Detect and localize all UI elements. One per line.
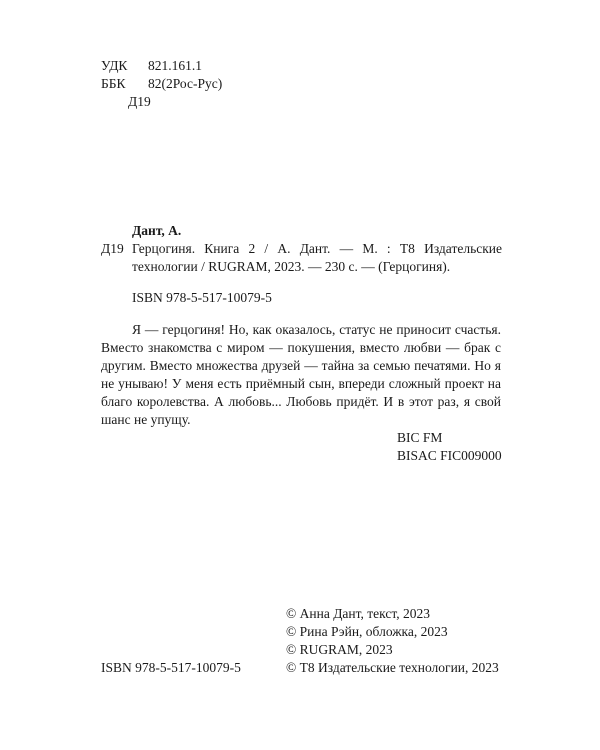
copyright-line: © Т8 Издательские технологии, 2023 (286, 660, 499, 675)
bbk-label: ББК (101, 76, 126, 91)
copyright-line: © RUGRAM, 2023 (286, 642, 393, 657)
udk-value: 821.161.1 (148, 58, 202, 73)
copyright-line: © Рина Рэйн, обложка, 2023 (286, 624, 448, 639)
isbn-footer: ISBN 978-5-517-10079-5 (101, 660, 241, 675)
copyright-list (286, 605, 499, 677)
isbn-record: ISBN 978-5-517-10079-5 (132, 290, 272, 305)
author-heading: Дант, А. (132, 223, 182, 238)
copyright-line: © Анна Дант, текст, 2023 (286, 606, 430, 621)
udk-label: УДК (101, 58, 128, 73)
bibliographic-description: Герцогиня. Книга 2 / А. Дант. — М. : Т8 Издательские технологии / RUGRAM, 2023. — 230 с. — (Герцогиня). (132, 241, 502, 274)
bbk-value: 82(2Рос-Рус) (148, 76, 223, 91)
bic-code: BIC FM (397, 430, 443, 445)
author-mark: Д19 (101, 241, 124, 256)
author-mark-top: Д19 (128, 94, 151, 109)
annotation-text: Я — герцогиня! Но, как оказалось, статус не приносит счастья. Вместо знакомства с миром — покушения, вместо любви — брак с другим. Вместо множества друзей — тайна за семью печатями. Но я не унываю! У меня есть приёмный сын, впереди сложный проект на благо королевства. А любовь... Любовь придёт. И в этот раз, я свой шанс не упущу. (101, 322, 501, 427)
bisac-code: BISAC FIC009000 (397, 448, 502, 463)
